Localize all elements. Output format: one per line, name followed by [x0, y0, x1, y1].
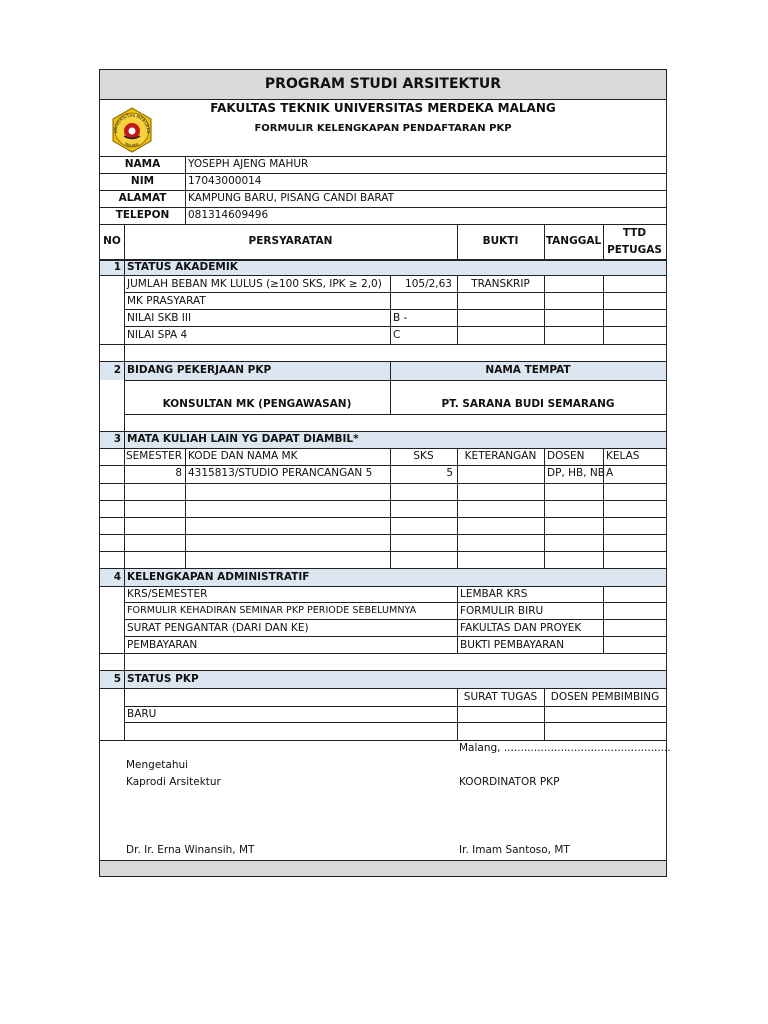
mk-kelas: A	[606, 467, 614, 479]
status-pkp-value: BARU	[127, 708, 157, 720]
kaprodi-name: Dr. Ir. Erna Winansih, MT	[126, 844, 255, 856]
rule	[457, 448, 458, 568]
nim-label: NIM	[130, 175, 155, 187]
adm-krs: KRS/SEMESTER	[127, 588, 208, 600]
program-title: PROGRAM STUDI ARSITEKTUR	[264, 76, 502, 92]
rule	[100, 99, 666, 100]
req-nilai-skb-value: B -	[393, 312, 408, 324]
alamat-value: KAMPUNG BARU, PISANG CANDI BARAT	[188, 192, 395, 204]
rule	[185, 156, 186, 224]
col-ttd: TTD	[622, 227, 647, 239]
rule	[185, 448, 186, 568]
telepon-value: 081314609496	[188, 209, 269, 221]
telepon-label: TELEPON	[115, 209, 170, 221]
rule	[124, 706, 666, 707]
rule	[100, 653, 666, 654]
rule	[124, 414, 666, 415]
section-1-title: STATUS AKADEMIK	[127, 261, 238, 273]
rule	[124, 380, 666, 381]
bidang-pekerjaan-value: KONSULTAN MK (PENGAWASAN)	[162, 398, 352, 410]
mk-sks: 5	[446, 467, 453, 479]
rule	[603, 448, 604, 568]
req-nilai-spa-value: C	[393, 329, 401, 341]
col-kode-mk: KODE DAN NAMA MK	[188, 450, 298, 462]
nama-label: NAMA	[124, 158, 161, 170]
nim-value: 17043000014	[188, 175, 262, 187]
alamat-label: ALAMAT	[118, 192, 167, 204]
col-sks: SKS	[413, 450, 434, 462]
adm-pembayaran: PEMBAYARAN	[127, 639, 198, 651]
rule	[100, 568, 666, 569]
req-beban-mk-bukti: TRANSKRIP	[471, 278, 530, 290]
req-mk-prasyarat: MK PRASYARAT	[127, 295, 206, 307]
dosen-pembimbing-label: DOSEN PEMBIMBING	[550, 691, 660, 703]
koordinator-title: KOORDINATOR PKP	[459, 776, 560, 788]
nama-tempat-value: PT. SARANA BUDI SEMARANG	[441, 398, 615, 410]
rule	[124, 636, 666, 637]
section-2-no: 2	[113, 364, 121, 376]
adm-surat-pengantar-bukti: FAKULTAS DAN PROYEK	[460, 622, 582, 634]
col-no: NO	[103, 235, 121, 247]
footer-band	[100, 860, 666, 876]
req-nilai-skb: NILAI SKB III	[127, 312, 192, 324]
adm-krs-bukti: LEMBAR KRS	[460, 588, 528, 600]
rule	[124, 326, 666, 327]
adm-formulir-kehadiran: FORMULIR KEHADIRAN SEMINAR PKP PERIODE SEBELUMNYA	[127, 605, 417, 616]
col-persyaratan: PERSYARATAN	[248, 235, 333, 247]
rule	[544, 275, 545, 344]
form-title: FORMULIR KELENGKAPAN PENDAFTARAN PKP	[254, 123, 512, 134]
rule	[100, 586, 666, 587]
pkp-registration-form	[99, 69, 671, 877]
col-petugas: PETUGAS	[607, 244, 662, 256]
rule	[100, 740, 666, 741]
seal-lettering-bottom: MALANG	[124, 141, 140, 148]
rule	[100, 688, 666, 689]
kaprodi-title: Kaprodi Arsitektur	[126, 776, 221, 788]
rule	[544, 448, 545, 568]
rule	[390, 448, 391, 568]
col-bukti: BUKTI	[482, 235, 519, 247]
mk-kode-nama: 4315813/STUDIO PERANCANGAN 5	[188, 467, 373, 479]
rule	[603, 275, 604, 344]
adm-pembayaran-bukti: BUKTI PEMBAYARAN	[460, 639, 565, 651]
rule	[100, 361, 666, 362]
rule	[603, 586, 604, 653]
section-2-title: BIDANG PEKERJAAN PKP	[127, 364, 272, 376]
rule	[124, 309, 666, 310]
mk-dosen: DP, HB, NB	[547, 467, 605, 479]
rule	[124, 619, 666, 620]
col-dosen: DOSEN	[547, 450, 585, 462]
rule	[100, 431, 666, 432]
col-tanggal: TANGGAL	[545, 235, 602, 247]
nama-value: YOSEPH AJENG MAHUR	[188, 158, 309, 170]
col-semester: SEMESTER	[126, 450, 183, 462]
rule	[124, 224, 125, 740]
section-3-no: 3	[113, 433, 121, 445]
rule	[124, 602, 666, 603]
rule	[100, 224, 666, 225]
mk-semester: 8	[175, 467, 182, 479]
rule	[100, 860, 666, 861]
rule	[100, 670, 666, 671]
rule	[457, 586, 458, 653]
col-keterangan: KETERANGAN	[464, 450, 537, 462]
section-4-title: KELENGKAPAN ADMINISTRATIF	[127, 571, 310, 583]
seal-lettering-top: UNIVERSITAS MERDEKA	[112, 112, 152, 134]
section-4-no: 4	[113, 571, 121, 583]
adm-formulir-kehadiran-bukti: FORMULIR BIRU	[460, 605, 544, 617]
adm-surat-pengantar: SURAT PENGANTAR (DARI DAN KE)	[127, 622, 309, 634]
section-5-no: 5	[113, 673, 121, 685]
rule	[100, 344, 666, 345]
surat-tugas-label: SURAT TUGAS	[463, 691, 538, 703]
rule	[124, 722, 666, 723]
university-seal-icon	[108, 106, 156, 154]
nama-tempat-label: NAMA TEMPAT	[485, 364, 571, 376]
rule	[100, 275, 666, 276]
koordinator-name: Ir. Imam Santoso, MT	[459, 844, 570, 856]
section-3-title: MATA KULIAH LAIN YG DAPAT DIAMBIL*	[127, 433, 359, 445]
faculty-title: FAKULTAS TEKNIK UNIVERSITAS MERDEKA MALANG	[210, 101, 556, 115]
section-5-title: STATUS PKP	[127, 673, 199, 685]
place-date: Malang, ..................................................	[459, 742, 671, 754]
rule	[124, 292, 666, 293]
section-1-no: 1	[113, 261, 121, 273]
req-nilai-spa: NILAI SPA 4	[127, 329, 188, 341]
req-beban-mk: JUMLAH BEBAN MK LULUS (≥100 SKS, IPK ≥ 2,0)	[127, 278, 382, 290]
mengetahui-text: Mengetahui	[126, 759, 189, 771]
req-beban-mk-value: 105/2,63	[405, 278, 452, 290]
col-kelas: KELAS	[606, 450, 640, 462]
